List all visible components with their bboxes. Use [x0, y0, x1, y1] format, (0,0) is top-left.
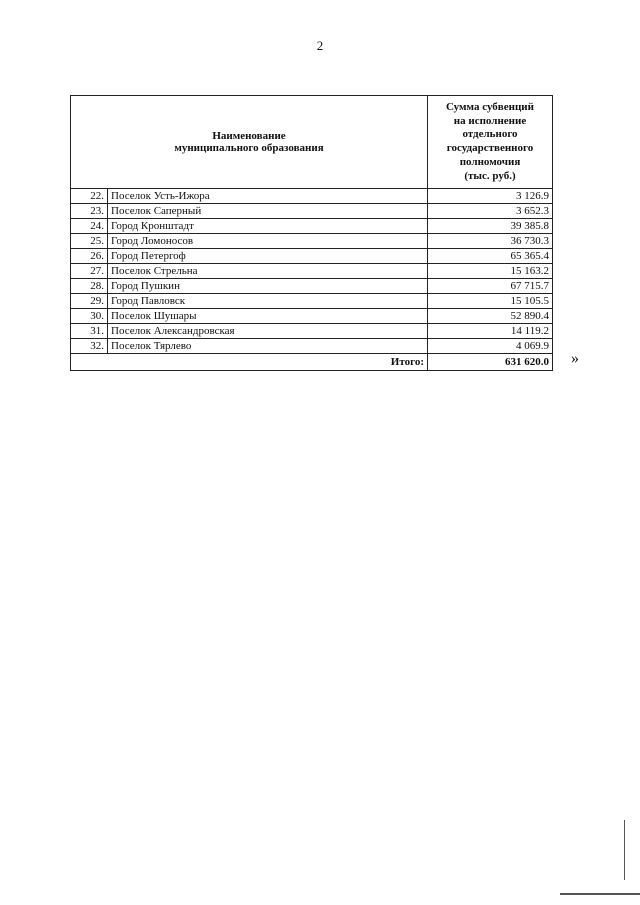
municipality-name: Поселок Александровская: [108, 324, 428, 339]
row-number: 29.: [71, 294, 108, 309]
table-row: [71, 309, 553, 324]
row-number: 26.: [71, 249, 108, 264]
row-number: 31.: [71, 324, 108, 339]
table-row: [71, 234, 553, 249]
header-sum-line: на исполнение: [453, 114, 527, 127]
subvention-value: 39 385.8: [428, 219, 553, 234]
table-row: [71, 189, 553, 204]
table-row: [71, 219, 553, 234]
row-number: 23.: [71, 204, 108, 219]
header-sum-line: (тыс. руб.): [464, 169, 516, 182]
table-header-row: [71, 96, 553, 189]
municipality-name: Поселок Саперный: [108, 204, 428, 219]
subvention-value: 52 890.4: [428, 309, 553, 324]
scan-edge-mark: [560, 893, 640, 895]
closing-quote: »: [571, 350, 579, 367]
municipality-name: Поселок Тярлево: [108, 339, 428, 354]
table-row: [71, 324, 553, 339]
municipality-name: Город Кронштадт: [108, 219, 428, 234]
subvention-value: 14 119.2: [428, 324, 553, 339]
scan-edge-mark: [624, 820, 625, 880]
row-number: 25.: [71, 234, 108, 249]
header-name-line-1: Наименование: [212, 129, 286, 142]
municipality-name: Город Павловск: [108, 294, 428, 309]
header-sum-line: отдельного: [462, 128, 518, 141]
municipality-name: Город Петергоф: [108, 249, 428, 264]
header-subvention-sum: [428, 96, 553, 189]
header-municipality-name: [71, 96, 428, 189]
municipality-name: Город Ломоносов: [108, 234, 428, 249]
page-number: 2: [316, 38, 324, 53]
subvention-value: 4 069.9: [428, 339, 553, 354]
total-label: Итого:: [71, 354, 428, 371]
row-number: 28.: [71, 279, 108, 294]
row-number: 30.: [71, 309, 108, 324]
header-sum-line: государственного: [446, 142, 534, 154]
row-number: 24.: [71, 219, 108, 234]
row-number: 22.: [71, 189, 108, 204]
table-row: [71, 294, 553, 309]
header-name-line-2: муниципального образования: [174, 142, 324, 154]
subvention-table: [70, 95, 553, 371]
row-number: 32.: [71, 339, 108, 354]
subvention-value: 65 365.4: [428, 249, 553, 264]
table-row: [71, 204, 553, 219]
table-row: [71, 249, 553, 264]
municipality-name: Поселок Усть-Ижора: [108, 189, 428, 204]
table-row: [71, 279, 553, 294]
header-sum-line: Сумма субвенций: [446, 100, 534, 113]
municipality-name: Поселок Стрельна: [108, 264, 428, 279]
row-number: 27.: [71, 264, 108, 279]
subvention-value: 36 730.3: [428, 234, 553, 249]
subvention-value: 15 163.2: [428, 264, 553, 279]
table-row: [71, 339, 553, 354]
subvention-value: 67 715.7: [428, 279, 553, 294]
municipality-name: Поселок Шушары: [108, 309, 428, 324]
header-sum-line: полномочия: [459, 155, 521, 168]
municipality-name: Город Пушкин: [108, 279, 428, 294]
subvention-value: 3 126.9: [428, 189, 553, 204]
table-row: [71, 264, 553, 279]
total-value: 631 620.0: [428, 354, 553, 371]
subvention-value: 3 652.3: [428, 204, 553, 219]
subvention-value: 15 105.5: [428, 294, 553, 309]
total-row: [71, 354, 553, 371]
